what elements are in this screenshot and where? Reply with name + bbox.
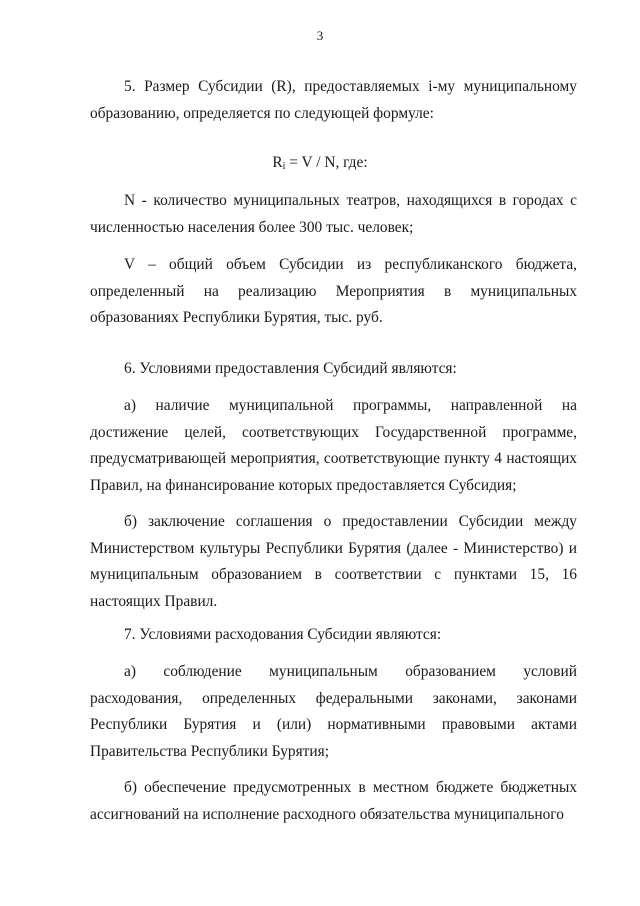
formula-rhs: = V / N, где: [285,154,368,171]
formula [0,150,640,181]
definition-n: N - количество муниципальных театров, находящихся в городах с численностью населения более 300 тыс. человек; [90,192,577,236]
page-number: 3 [316,28,324,43]
formula-lhs: R [272,154,283,171]
item7-heading: 7. Условиями расходования Субсидии являются: [124,626,442,643]
formula-subscript: i [282,161,286,172]
item6-a: а) наличие муниципальной программы, направленной на достижение целей, соответствующих Государственной программе, предусматривающей мероприятия, соответствующие пункту 4 настоящих Правил, на финансирование которых предоставляется Субсидия; [90,397,577,494]
item5-intro: 5. Размер Субсидии (R), предоставляемых i-му муниципальному образованию, определяется по следующей формуле: [90,78,577,122]
item6-heading: 6. Условиями предоставления Субсидий являются: [124,360,457,377]
definition-v: V – общий объем Субсидии из республиканского бюджета, определенный на реализацию Мероприятия в муниципальных образованиях Республики Бурятия, тыс. руб. [90,256,577,326]
item7-b: б) обеспечение предусмотренных в местном бюджете бюджетных ассигнований на исполнение расходного обязательства муниципального [90,779,577,823]
item7-a: а) соблюдение муниципальным образованием условий расходования, определенных федеральными законами, законами Республики Бурятия и (или) нормативными правовыми актами Правительства Республики Бурятия; [90,663,577,760]
item6-b: б) заключение соглашения о предоставлении Субсидии между Министерством культуры Республики Бурятия (далее - Министерство) и муниципальным образованием в соответствии с пунктами 15, 16 настоящих Правил. [90,513,577,610]
